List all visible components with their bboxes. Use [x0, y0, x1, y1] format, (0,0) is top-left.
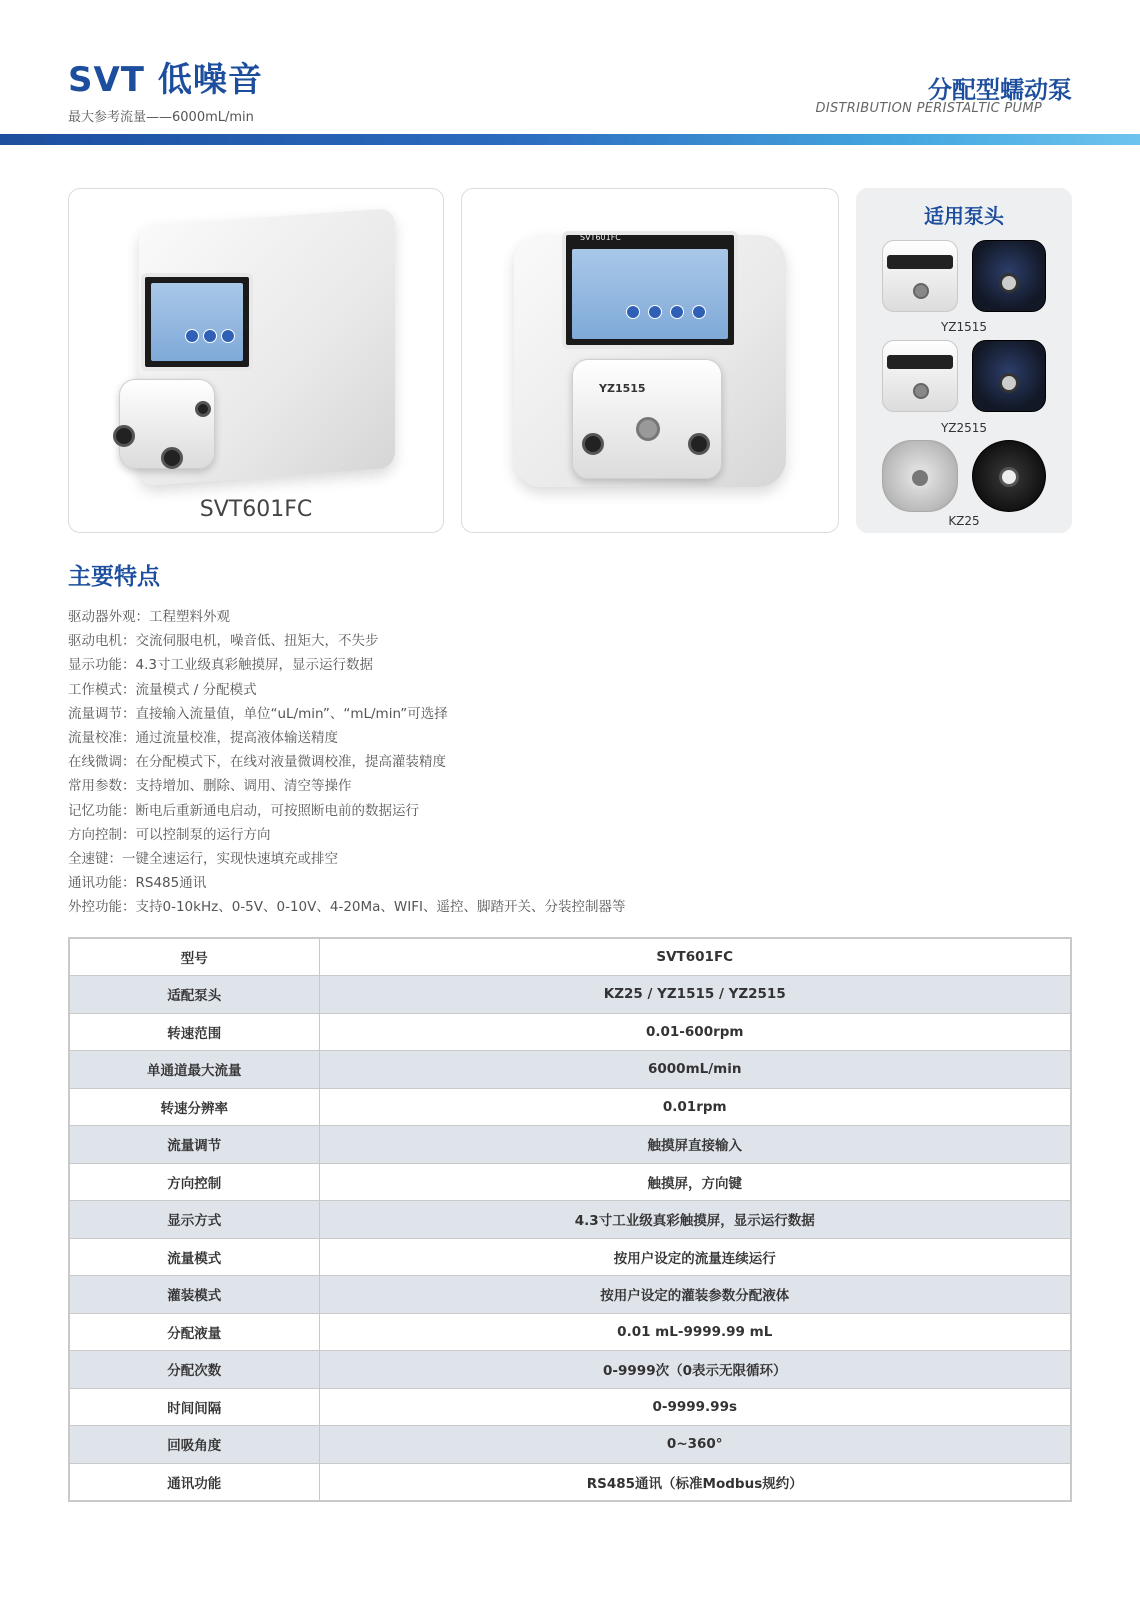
pump-screen [141, 273, 253, 371]
feature-item: 记忆功能：断电后重新通电启动，可按照断电前的数据运行 [68, 802, 419, 819]
spec-key: 转速范围 [69, 1013, 319, 1051]
pump-head-label: YZ1515 [599, 382, 646, 395]
spec-key: 型号 [69, 938, 319, 976]
spec-key: 单通道最大流量 [69, 1051, 319, 1089]
spec-value: KZ25 / YZ1515 / YZ2515 [319, 976, 1071, 1014]
table-row [69, 1463, 1071, 1501]
feature-item: 全速键：一键全速运行，实现快速填充或排空 [68, 850, 338, 867]
pump-head-label-yz1515: YZ1515 [940, 320, 988, 334]
header-gradient-bar [0, 134, 1140, 145]
table-row [69, 1013, 1071, 1051]
spec-value: 0~360° [319, 1426, 1071, 1464]
feature-item: 通讯功能：RS485通讯 [68, 875, 207, 892]
table-row [69, 976, 1071, 1014]
product-image-angled [68, 188, 444, 533]
pump-knob-side [195, 401, 211, 417]
pump-head-yz2515 [882, 340, 1052, 418]
spec-table [68, 937, 1072, 1502]
spec-key: 显示方式 [69, 1201, 319, 1239]
spec-key: 流量模式 [69, 1238, 319, 1276]
pump-knob-front-center [636, 417, 660, 441]
table-row [69, 938, 1071, 976]
table-row [69, 1163, 1071, 1201]
spec-value: 0.01-600rpm [319, 1013, 1071, 1051]
feature-item: 方向控制：可以控制泵的运行方向 [68, 826, 271, 843]
spec-value: SVT601FC [319, 938, 1071, 976]
feature-item: 工作模式：流量模式 / 分配模式 [68, 681, 257, 698]
spec-key: 方向控制 [69, 1163, 319, 1201]
spec-key: 时间间隔 [69, 1388, 319, 1426]
table-row [69, 1276, 1071, 1314]
spec-value: 0.01 mL-9999.99 mL [319, 1313, 1071, 1351]
pump-knob-front-left [582, 433, 604, 455]
spec-key: 灌装模式 [69, 1276, 319, 1314]
product-model-caption: SVT601FC [199, 497, 313, 522]
table-row [69, 1201, 1071, 1239]
table-row [69, 1426, 1071, 1464]
table-row [69, 1238, 1071, 1276]
pump-head-kz25 [882, 440, 1052, 518]
table-row [69, 1051, 1071, 1089]
feature-item: 流量调节：直接输入流量值，单位“uL/min”、“mL/min”可选择 [68, 705, 448, 722]
feature-item: 流量校准：通过流量校准，提高液体输送精度 [68, 729, 338, 746]
table-row [69, 1313, 1071, 1351]
pump-knob-left [113, 425, 135, 447]
feature-item: 外控功能：支持0-10kHz、0-5V、0-10V、4-20Ma、WIFI、遥控、脚踏开关、分装控制器等 [68, 899, 626, 916]
pump-knob-front-right [688, 433, 710, 455]
feature-item: 常用参数：支持增加、删除、调用、清空等操作 [68, 778, 352, 795]
pump-head-label-yz2515: YZ2515 [940, 421, 988, 435]
spec-value: 6000mL/min [319, 1051, 1071, 1089]
feature-item: 显示功能：4.3寸工业级真彩触摸屏，显示运行数据 [68, 657, 373, 674]
spec-value: RS485通讯（标准Modbus规约） [319, 1463, 1071, 1501]
table-row [69, 1126, 1071, 1164]
pump-head-label-kz25: KZ25 [948, 514, 980, 528]
feature-item: 驱动器外观：工程塑料外观 [68, 609, 230, 625]
features-list [68, 605, 626, 919]
table-row [69, 1388, 1071, 1426]
spec-value: 按用户设定的流量连续运行 [319, 1238, 1071, 1276]
page-title: SVT 低噪音 [68, 60, 263, 100]
feature-item: 驱动电机：交流伺服电机，噪音低、扭矩大，不失步 [68, 633, 379, 650]
pump-screen-front: SVT601FC [562, 231, 738, 349]
product-image-front [461, 188, 839, 533]
spec-key: 转速分辨率 [69, 1088, 319, 1126]
spec-key: 适配泵头 [69, 976, 319, 1014]
pump-head-yz1515 [882, 240, 1052, 318]
page-header [0, 0, 1140, 150]
feature-item: 在线微调：在分配模式下，在线对液量微调校准，提高灌装精度 [68, 754, 446, 771]
category-title-en: DISTRIBUTION PERISTALTIC PUMP [815, 101, 1042, 116]
table-row [69, 1088, 1071, 1126]
spec-value: 按用户设定的灌装参数分配液体 [319, 1276, 1071, 1314]
category-title-cn: 分配型蠕动泵 [928, 76, 1072, 104]
spec-value: 4.3寸工业级真彩触摸屏，显示运行数据 [319, 1201, 1071, 1239]
spec-value: 0-9999次（0表示无限循环） [319, 1351, 1071, 1389]
pump-heads-title: 适用泵头 [924, 204, 1004, 228]
spec-key: 分配次数 [69, 1351, 319, 1389]
table-row [69, 1351, 1071, 1389]
spec-value: 0.01rpm [319, 1088, 1071, 1126]
spec-key: 通讯功能 [69, 1463, 319, 1501]
page-subtitle: 最大参考流量——6000mL/min [68, 110, 254, 125]
spec-key: 回吸角度 [69, 1426, 319, 1464]
spec-key: 分配液量 [69, 1313, 319, 1351]
spec-value: 触摸屏，方向键 [319, 1163, 1071, 1201]
pump-heads-panel [856, 188, 1072, 533]
spec-value: 触摸屏直接输入 [319, 1126, 1071, 1164]
spec-key: 流量调节 [69, 1126, 319, 1164]
pump-knob-right [161, 447, 183, 469]
spec-value: 0-9999.99s [319, 1388, 1071, 1426]
features-title: 主要特点 [68, 564, 160, 590]
